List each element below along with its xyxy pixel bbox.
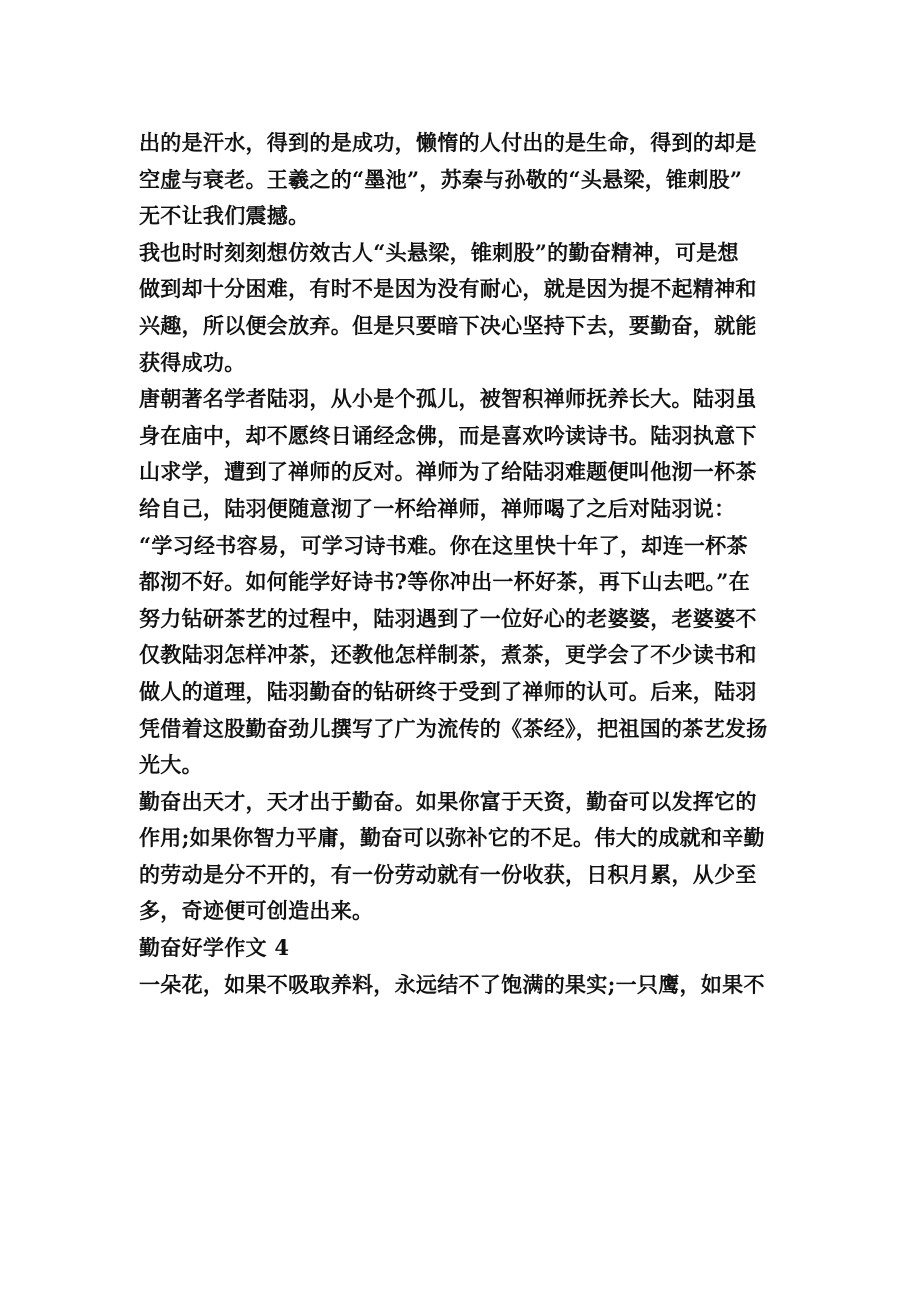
- text-line: 身在庙中，却不愿终日诵经念佛，而是喜欢吟读诗书。陆羽执意下: [139, 422, 757, 448]
- text-line: 作用;如果你智力平庸，勤奋可以弥补它的不足。伟大的成就和辛勤: [139, 825, 765, 851]
- text-line: 无不让我们震撼。: [139, 203, 310, 229]
- text-line: 空虚与衰老。王羲之的“墨池”，苏秦与孙敬的“头悬梁，锥刺股”: [139, 166, 743, 192]
- text-line: 给自己，陆羽便随意沏了一杯给禅师，禅师喝了之后对陆羽说：: [139, 495, 736, 521]
- document-body: [139, 125, 781, 1003]
- text-line: 出的是汗水，得到的是成功，懒惰的人付出的是生命，得到的却是: [139, 130, 757, 155]
- text-line: 多，奇迹便可创造出来。: [139, 898, 374, 924]
- text-line: 一朵花，如果不吸取养料，永远结不了饱满的果实;一只鹰，如果不: [139, 971, 765, 997]
- text-line: 都沏不好。如何能学好诗书?等你冲出一杯好茶，再下山去吧。”在: [139, 569, 750, 595]
- text-line: 获得成功。: [139, 349, 246, 375]
- text-line: 仅教陆羽怎样冲茶，还教他怎样制茶，煮茶，更学会了不少读书和: [139, 642, 757, 668]
- text-line: 勤奋出天才，天才出于勤奋。如果你富于天资，勤奋可以发挥它的: [139, 788, 757, 814]
- text-line: 做人的道理，陆羽勤奋的钻研终于受到了禅师的认可。后来，陆羽: [139, 678, 757, 704]
- text-line: “学习经书容易，可学习诗书难。你在这里快十年了，却连一杯茶: [139, 532, 748, 558]
- section-heading: 勤奋好学作文 4: [139, 935, 290, 961]
- text-line: 凭借着这股勤奋劲儿撰写了广为流传的《茶经》，把祖国的茶艺发扬: [139, 715, 768, 741]
- text-line: 努力钻研茶艺的过程中，陆羽遇到了一位好心的老婆婆，老婆婆不: [139, 605, 757, 631]
- text-line: 山求学，遭到了禅师的反对。禅师为了给陆羽难题便叫他沏一杯茶: [139, 459, 757, 485]
- text-line: 我也时时刻刻想仿效古人“头悬梁，锥刺股”的勤奋精神，可是想: [139, 239, 739, 265]
- text-line: 光大。: [139, 752, 203, 778]
- text-line: 做到却十分困难，有时不是因为没有耐心，就是因为提不起精神和: [139, 276, 757, 302]
- text-line: 的劳动是分不开的，有一份劳动就有一份收获，日积月累，从少至: [139, 861, 757, 887]
- text-line: 唐朝著名学者陆羽，从小是个孤儿，被智积禅师抚养长大。陆羽虽: [139, 386, 757, 412]
- text-line: 兴趣，所以便会放弃。但是只要暗下决心坚持下去，要勤奋，就能: [139, 312, 757, 338]
